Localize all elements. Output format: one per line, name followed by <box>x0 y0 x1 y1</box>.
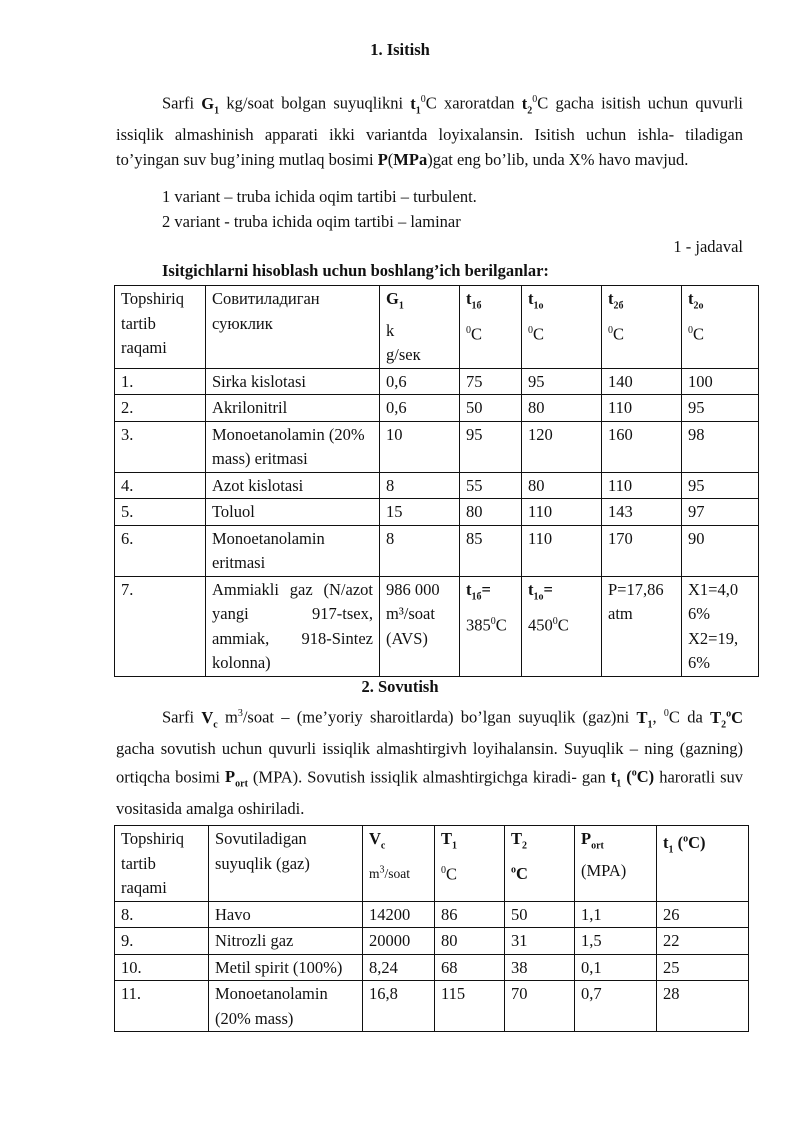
header-t1b: $t_{1б}$ $^0$C <box>460 286 522 369</box>
cell: 15 <box>380 499 460 526</box>
cell: 0,1 <box>575 954 657 981</box>
cell: 55 <box>460 472 522 499</box>
table-row <box>115 928 749 955</box>
section2-intro: Sarfi $V_c$ $m^3$/soat – (me’yoriy sharoitlarda) bo’lgan suyuqlik (gaz)ni $T_1$, $^0$C da $T_2^oC$ gacha sovutish uchun quvurli issiqlik almashtirgivh loyihalansin. Suyuqlik – ning (gazning) ortiqcha bosimi $P_{ort}$ (MPA). Sovutish issiqlik almashtirgichga kiradi- gan $t_1$ ($^o$C) haroratli suv vositasida amalga oshiriladi. <box>116 707 744 819</box>
cell: 80 <box>522 395 602 422</box>
table-header-row <box>115 826 749 902</box>
header-t1-water: $t_1$ ($^o$C) <box>657 826 749 902</box>
table-row <box>115 954 749 981</box>
section1-title: 1. Isitish <box>370 40 430 59</box>
table-heaters <box>114 285 759 677</box>
cell: 120 <box>522 421 602 472</box>
cell: 8,24 <box>363 954 435 981</box>
cell: Ammiakli gaz (N/azot yangi 917-tsex, ammiak, 918-Sintez kolonna) <box>206 576 380 676</box>
cell: 11. <box>115 981 209 1032</box>
cell: X1=4,0 6% X2=19, 6% <box>682 576 759 676</box>
cell: 1,1 <box>575 901 657 928</box>
cell: 110 <box>522 499 602 526</box>
cell: Monoetanolamin (20% mass) eritmasi <box>206 421 380 472</box>
cell: 38 <box>505 954 575 981</box>
cell: 5. <box>115 499 206 526</box>
cell: Nitrozli gaz <box>209 928 363 955</box>
cell: 86 <box>435 901 505 928</box>
cell: 7. <box>115 576 206 676</box>
header-v: $V_c$ $m^3$/soat <box>363 826 435 902</box>
cell: 97 <box>682 499 759 526</box>
cell: 98 <box>682 421 759 472</box>
header-t2b: $t_{2б}$ $^0$C <box>602 286 682 369</box>
cell: 1,5 <box>575 928 657 955</box>
cell: 20000 <box>363 928 435 955</box>
header-task-number: Topshiriq tartib raqami <box>115 826 209 902</box>
header-p-ort: $P_{ort}$ (MPA) <box>575 826 657 902</box>
table-row <box>115 901 749 928</box>
cell: Azot kislotasi <box>206 472 380 499</box>
cell: 10. <box>115 954 209 981</box>
header-t2: $T_2$ $^o$C <box>505 826 575 902</box>
header-t2o: $t_{2о}$ $^0$C <box>682 286 759 369</box>
cell: Akrilonitril <box>206 395 380 422</box>
cell: 22 <box>657 928 749 955</box>
cell: 6. <box>115 525 206 576</box>
cell: 14200 <box>363 901 435 928</box>
cell: 68 <box>435 954 505 981</box>
variant-2: 2 variant - truba ichida oqim tartibi – laminar <box>162 212 461 231</box>
cell: 80 <box>522 472 602 499</box>
cell: 95 <box>682 395 759 422</box>
header-t1o: $t_{1о}$ $^0$C <box>522 286 602 369</box>
cell: Monoetanolamin eritmasi <box>206 525 380 576</box>
cell: 31 <box>505 928 575 955</box>
cell: 115 <box>435 981 505 1032</box>
cell: 16,8 <box>363 981 435 1032</box>
cell: 75 <box>460 368 522 395</box>
cell: 80 <box>460 499 522 526</box>
cell: 110 <box>602 472 682 499</box>
cell: 8 <box>380 472 460 499</box>
header-fluid: Sovutiladigan suyuqlik (gaz) <box>209 826 363 902</box>
variant-1: 1 variant – truba ichida oqim tartibi – turbulent. <box>162 187 477 206</box>
cell: 110 <box>602 395 682 422</box>
cell: Metil spirit (100%) <box>209 954 363 981</box>
cell: 160 <box>602 421 682 472</box>
cell: 0,6 <box>380 368 460 395</box>
table-row <box>115 525 759 576</box>
table-row <box>115 368 759 395</box>
cell: 50 <box>460 395 522 422</box>
cell: 26 <box>657 901 749 928</box>
table-row <box>115 499 759 526</box>
cell: 95 <box>460 421 522 472</box>
cell: 70 <box>505 981 575 1032</box>
cell: 25 <box>657 954 749 981</box>
cell: 0,7 <box>575 981 657 1032</box>
table-coolers-body <box>115 901 749 1032</box>
cell: 10 <box>380 421 460 472</box>
cell: 85 <box>460 525 522 576</box>
table-row <box>115 395 759 422</box>
table-coolers <box>114 825 749 1032</box>
cell: 110 <box>522 525 602 576</box>
cell: 2. <box>115 395 206 422</box>
cell: 50 <box>505 901 575 928</box>
cell: 28 <box>657 981 749 1032</box>
header-g: $G_1$ k g/sек <box>380 286 460 369</box>
cell: 1. <box>115 368 206 395</box>
cell: 8 <box>380 525 460 576</box>
table-row <box>115 421 759 472</box>
table-row <box>115 981 749 1032</box>
cell: $t_{1о}=$ $450^0C$ <box>522 576 602 676</box>
cell: 143 <box>602 499 682 526</box>
cell: 95 <box>682 472 759 499</box>
cell: 8. <box>115 901 209 928</box>
cell: 986 000 m³/soat (AVS) <box>380 576 460 676</box>
cell: 0,6 <box>380 395 460 422</box>
cell: 90 <box>682 525 759 576</box>
cell: Havo <box>209 901 363 928</box>
table-header-row <box>115 286 759 369</box>
table-label: 1 - jadaval <box>673 237 743 256</box>
cell: Toluol <box>206 499 380 526</box>
table-row <box>115 576 759 676</box>
cell: 9. <box>115 928 209 955</box>
table-caption: Isitgichlarni hisoblash uchun boshlang’ich berilganlar: <box>162 261 549 280</box>
cell: P=17,86 atm <box>602 576 682 676</box>
cell: 4. <box>115 472 206 499</box>
section1-intro: Sarfi $G_1$ kg/soat bolgan suyuqlikni $t_1^0C$ xaroratdan $t_2^0C$ gacha isitish uchun quvurli issiqlik almashinish apparati ikki variantda loyixalansin. Isitish uchun ishla- tiladigan to’yingan suv bug’ining mutlaq bosimi P(MPa)gat eng bo’lib, unda X% havo mavjud. <box>116 93 743 169</box>
cell: 3. <box>115 421 206 472</box>
cell: $t_{1б}=$ $385^0C$ <box>460 576 522 676</box>
table-row <box>115 472 759 499</box>
cell: 170 <box>602 525 682 576</box>
table-heaters-body <box>115 368 759 576</box>
cell: Monoetanolamin (20% mass) <box>209 981 363 1032</box>
header-fluid: Совитиладиган суюклик <box>206 286 380 369</box>
cell: Sirka kislotasi <box>206 368 380 395</box>
cell: 80 <box>435 928 505 955</box>
header-t1: $T_1$ $^0$C <box>435 826 505 902</box>
cell: 100 <box>682 368 759 395</box>
header-task-number: Topshiriq tartib raqami <box>115 286 206 369</box>
cell: 95 <box>522 368 602 395</box>
cell: 140 <box>602 368 682 395</box>
section2-title: 2. Sovutish <box>361 677 439 696</box>
